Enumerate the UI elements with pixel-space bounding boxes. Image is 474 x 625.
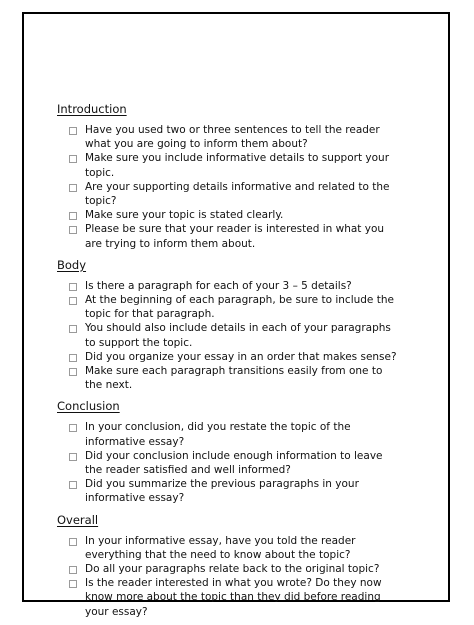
checkbox[interactable] bbox=[69, 184, 77, 192]
checklist-item-text: Is the reader interested in what you wrote? Do they now know more about the topic than they did before reading your essay? bbox=[85, 577, 382, 618]
section-body bbox=[57, 257, 397, 393]
checklist-item-text: Please be sure that your reader is interested in what you are trying to inform them about. bbox=[85, 223, 385, 250]
checklist-item-text: Do all your paragraphs relate back to the original topic? bbox=[85, 563, 380, 576]
checklist-conclusion bbox=[57, 420, 397, 505]
checklist-item-text: Are your supporting details informative and related to the topic? bbox=[85, 180, 390, 208]
checklist-item bbox=[57, 534, 397, 562]
checkbox[interactable] bbox=[69, 325, 77, 333]
checklist-item bbox=[57, 208, 397, 222]
checkbox[interactable] bbox=[69, 297, 77, 305]
checkbox[interactable] bbox=[69, 368, 77, 376]
checklist-item-text: In your informative essay, have you told the reader everything that the need to know about the topic? bbox=[85, 534, 356, 561]
section-heading-overall: Overall bbox=[57, 512, 99, 527]
checkbox[interactable] bbox=[69, 212, 77, 220]
checklist-item bbox=[57, 477, 397, 505]
checkbox[interactable] bbox=[69, 226, 77, 234]
checkbox[interactable] bbox=[69, 481, 77, 489]
checklist-overall bbox=[57, 534, 397, 619]
checklist-item-text: In your conclusion, did you restate the topic of the informative essay? bbox=[85, 421, 351, 448]
checklist-item-text: Have you used two or three sentences to tell the reader what you are going to inform them about? bbox=[85, 124, 380, 151]
checklist-item bbox=[57, 222, 397, 250]
checklist-item-text: Make sure you include informative details to support your topic. bbox=[85, 152, 390, 179]
checklist-item bbox=[57, 321, 397, 349]
checkbox[interactable] bbox=[69, 354, 77, 362]
checklist-item-text: Did you summarize the previous paragraphs in your informative essay? bbox=[85, 478, 359, 505]
checklist-item bbox=[57, 562, 397, 576]
checklist-introduction bbox=[57, 123, 397, 251]
section-heading-conclusion: Conclusion bbox=[57, 399, 120, 414]
checklist-item-text: Did your conclusion include enough information to leave the reader satisfied and well informed? bbox=[85, 449, 383, 477]
checklist-item-text: Did you organize your essay in an order that makes sense? bbox=[85, 350, 397, 363]
section-introduction bbox=[57, 101, 397, 251]
checkbox[interactable] bbox=[69, 283, 77, 291]
section-conclusion bbox=[57, 398, 397, 505]
checklist-item bbox=[57, 293, 397, 321]
checklist-item bbox=[57, 420, 397, 448]
checkbox[interactable] bbox=[69, 453, 77, 461]
checkbox[interactable] bbox=[69, 538, 77, 546]
checklist-item bbox=[57, 449, 397, 477]
section-heading-body: Body bbox=[57, 257, 87, 272]
checklist-item-text: Make sure your topic is stated clearly. bbox=[85, 209, 284, 222]
checklist-document bbox=[57, 101, 397, 625]
checklist-item-text: Make sure each paragraph transitions easily from one to the next. bbox=[85, 365, 383, 392]
checklist-item bbox=[57, 180, 397, 208]
section-overall bbox=[57, 512, 397, 619]
section-heading-introduction: Introduction bbox=[57, 102, 127, 116]
checklist-item bbox=[57, 279, 397, 293]
checklist-item bbox=[57, 123, 397, 151]
checklist-item bbox=[57, 151, 397, 179]
checklist-item-text: You should also include details in each of your paragraphs to support the topic. bbox=[85, 322, 391, 349]
checklist-body bbox=[57, 279, 397, 393]
checklist-item bbox=[57, 364, 397, 392]
checkbox[interactable] bbox=[69, 155, 77, 163]
checklist-item-text: Is there a paragraph for each of your 3 – 5 details? bbox=[85, 279, 352, 292]
checklist-item bbox=[57, 350, 397, 364]
checkbox[interactable] bbox=[69, 424, 77, 432]
checklist-item bbox=[57, 576, 397, 619]
checklist-item-text: At the beginning of each paragraph, be sure to include the topic for that paragraph. bbox=[85, 294, 394, 321]
checkbox[interactable] bbox=[69, 580, 77, 588]
checkbox[interactable] bbox=[69, 127, 77, 135]
checkbox[interactable] bbox=[69, 566, 77, 574]
